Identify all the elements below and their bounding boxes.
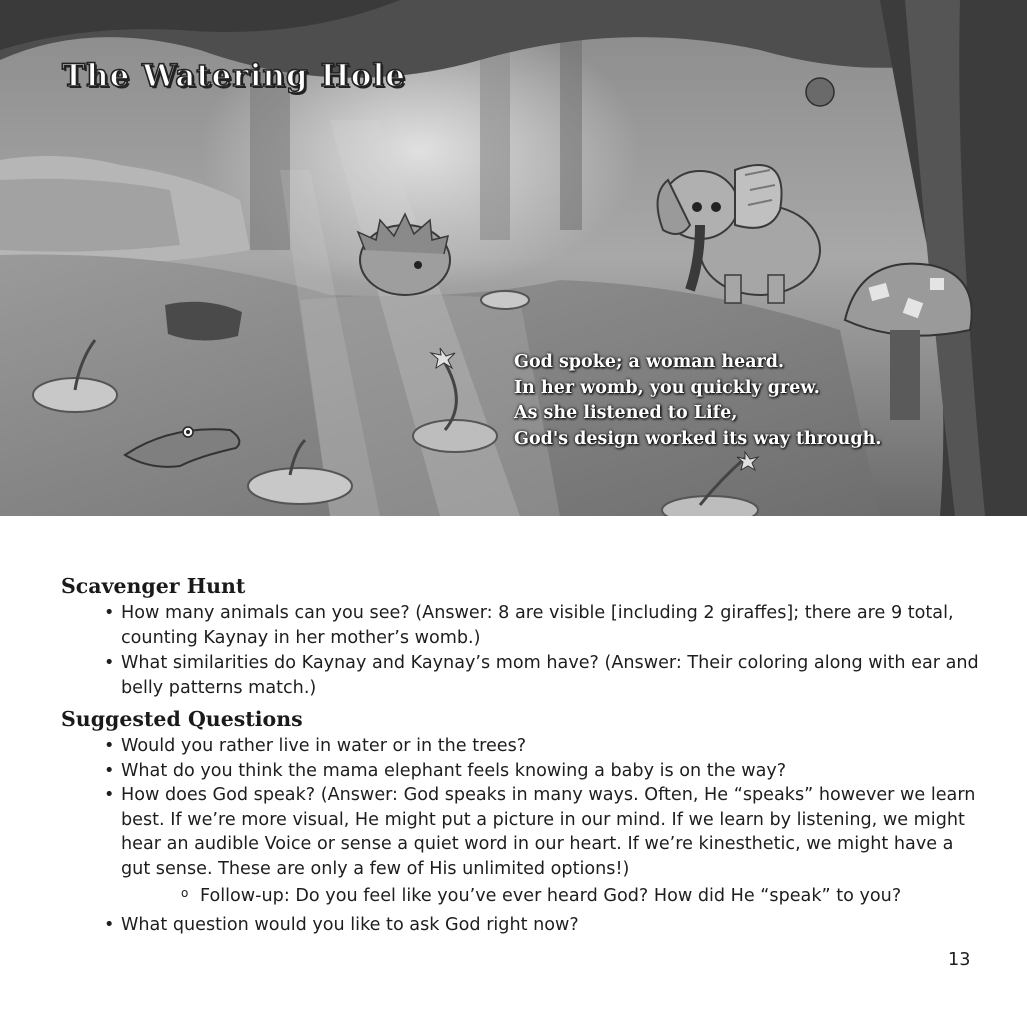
page-title: The Watering Hole	[62, 58, 406, 94]
poem-line: God spoke; a woman heard.	[514, 352, 785, 372]
followup-text: Follow-up: Do you feel like you’ve ever heard God? How did He “speak” to you?	[200, 886, 902, 906]
list-item: • Would you rather live in water or in the trees?	[104, 734, 984, 759]
poem-line: God's design worked its way through.	[514, 428, 882, 449]
suggested-questions-list	[104, 734, 984, 937]
scavenger-hunt-list	[104, 601, 984, 700]
page-number: 13	[948, 950, 971, 970]
scavenger-hunt-heading: Scavenger Hunt	[61, 574, 246, 598]
list-item: • How many animals can you see? (Answer: 8 are visible [including 2 giraffes]; there are 9 total, counting Kaynay in her mother’s womb.)	[104, 601, 984, 650]
list-item: • How does God speak? (Answer: God speaks in many ways. Often, He “speaks” however we learn best. If we’re more visual, He might put a picture in our mind. If we learn by listening, we might hear an audible Voice or sense a quiet word in our heart. If we’re kinesthetic, we might have a gut sense. These are only a few of His unlimited options!)	[104, 783, 984, 881]
followup-marker: o	[181, 886, 189, 900]
list-item: • What similarities do Kaynay and Kaynay’s mom have? (Answer: Their coloring along with ear and belly patterns match.)	[104, 651, 984, 700]
list-item: • What question would you like to ask God right now?	[104, 913, 984, 938]
poem-text	[514, 350, 881, 452]
list-item: • What do you think the mama elephant feels knowing a baby is on the way?	[104, 759, 984, 784]
followup-item	[104, 884, 984, 909]
suggested-questions-heading: Suggested Questions	[61, 707, 303, 731]
poem-line: In her womb, you quickly grew.	[514, 377, 820, 398]
poem-line: As she listened to Life,	[514, 403, 738, 423]
